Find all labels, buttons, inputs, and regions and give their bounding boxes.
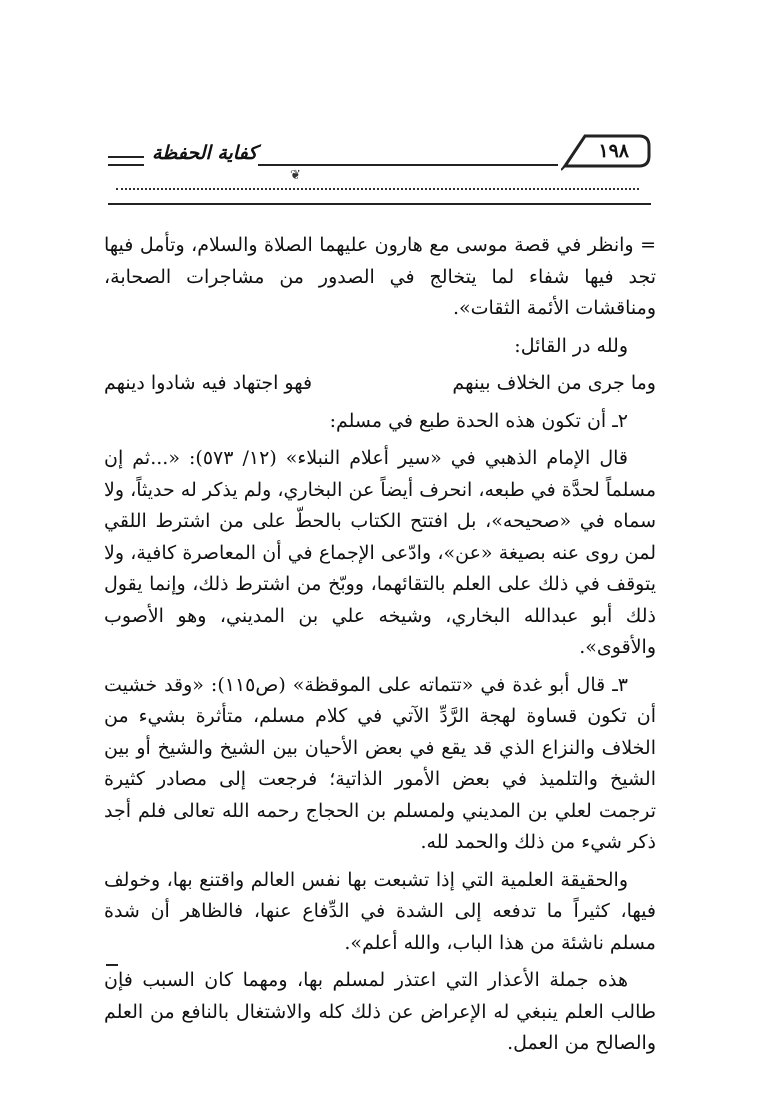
book-title: كفاية الحفظة — [152, 142, 258, 164]
header-bottom-rule — [108, 203, 651, 205]
ornament-icon: ❦ — [290, 168, 301, 183]
paragraph-truth: والحقيقة العلمية التي إذا تشبعت بها نفس العالم واقتنع بها، وخولف فيها، كثيراً ما تدفعه إلى الشدة في الدِّفاع عنها، فالظاهر أن شدة مسلم ناشئة من هذا الباب، والله أعلم». — [104, 868, 656, 954]
page-body — [104, 230, 656, 1066]
header-rule — [258, 164, 558, 166]
poem-hemistich-second: فهو اجتهاد فيه شادوا دينهم — [104, 372, 313, 394]
poem-verse — [104, 368, 656, 400]
poem-intro: ولله در القائل: — [514, 334, 628, 357]
page-header — [108, 130, 653, 210]
paragraph-continuation: = وانظر في قصة موسى مع هارون عليهما الصلاة والسلام، وتأمل فيها تجد فيها شفاء لما يتخالج في الصدور من مشاجرات الصحابة، ومناقشات الأئمة الثقات». — [104, 234, 656, 319]
dotted-divider — [116, 188, 639, 190]
poem-hemistich-first: وما جرى من الخلاف بينهم — [452, 372, 656, 394]
footnote-separator — [106, 964, 118, 966]
page-number-badge — [561, 130, 653, 174]
page-number: ١٩٨ — [598, 140, 629, 162]
section-heading: ٢ـ أن تكون هذه الحدة طبع في مسلم: — [329, 409, 628, 432]
paragraph-conclusion: هذه جملة الأعذار التي اعتذر لمسلم بها، ومهما كان السبب فإن طالب العلم ينبغي له الإعراض عن ذلك كله والاشتغال بالنافع من العلم والصالح من العمل. — [104, 969, 656, 1054]
paragraph-abu-ghudda: ٣ـ قال أبو غدة في «تتماته على الموقظة» (ص١١٥): «وقد خشيت أن تكون قساوة لهجة الرَّدِّ الآتي في كلام مسلم، متأثرة بشيء من الخلاف والنزاع الذي قد يقع في بعض الأحيان بين الشيخ والشيخ أو بين الشيخ والتلميذ في بعض الأمور الذاتية؛ فرجعت إلى مصادر كثيرة ترجمت لعلي بن المديني ولمسلم بن الحجاج رحمه الله تعالى فلم أجد ذكر شيء من ذلك والحمد لله. — [104, 673, 656, 853]
header-dash — [108, 156, 144, 166]
paragraph-dhahabi: قال الإمام الذهبي في «سير أعلام النبلاء» (١٢/ ٥٧٣): «...ثم إن مسلماً لحدَّة في طبعه، انحرف أيضاً عن البخاري، ولم يذكر له حديثاً، ولا سماه في «صحيحه»، بل افتتح الكتاب بالحطّ على من اشترط اللقي لمن روى عنه بصيغة «عن»، وادّعى الإجماع في أن المعاصرة كافية، ولا يتوقف في ذلك على العلم بالتقائهما، ووبّخ من اشترط ذلك، وإنما يقول ذلك أبو عبدالله البخاري، وشيخه علي بن المديني، وهو الأصوب والأقوى». — [104, 447, 656, 658]
